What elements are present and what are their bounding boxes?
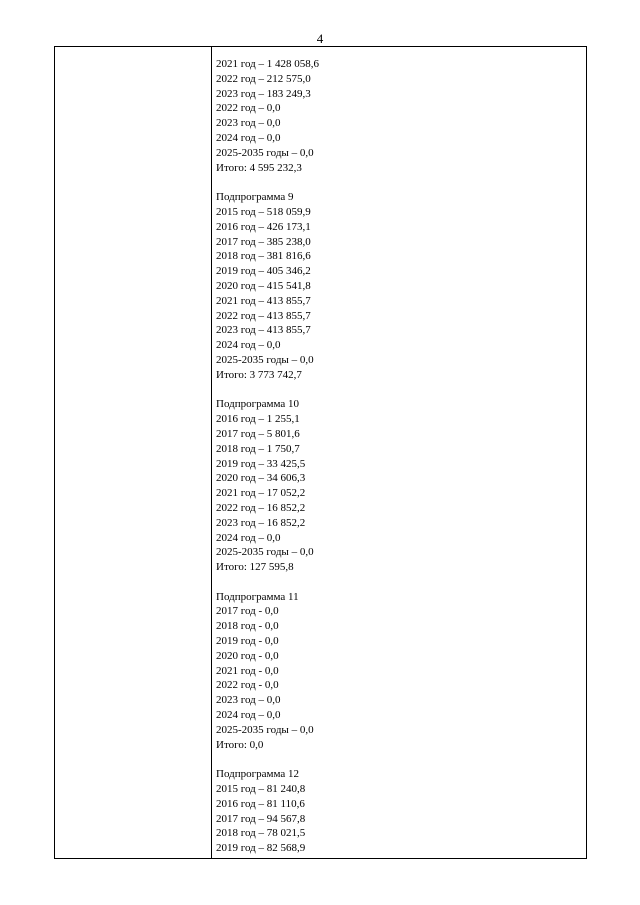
funding-line: 2023 год – 0,0 [216, 117, 281, 130]
funding-line: Итого: 3 773 742,7 [216, 368, 302, 381]
funding-line: 2019 год – 33 425,5 [216, 457, 306, 470]
funding-line: 2018 год – 78 021,5 [216, 827, 306, 840]
funding-line: 2017 год - 0,0 [216, 605, 279, 618]
funding-line: 2023 год – 0,0 [216, 694, 281, 707]
funding-block [216, 575, 576, 753]
funding-line: 2017 год – 5 801,6 [216, 427, 300, 440]
funding-line: 2025-2035 годы – 0,0 [216, 723, 314, 736]
block-spacer [216, 752, 576, 767]
funding-line: 2019 год – 405 346,2 [216, 265, 311, 278]
funding-line: 2016 год – 81 110,6 [216, 797, 305, 810]
funding-line: 2024 год – 0,0 [216, 131, 281, 144]
funding-line: 2018 год – 1 750,7 [216, 442, 300, 455]
funding-line: 2022 год – 212 575,0 [216, 72, 311, 85]
funding-block [216, 383, 576, 575]
funding-line: 2022 год – 0,0 [216, 102, 281, 115]
funding-cell [216, 57, 576, 856]
funding-line: Итого: 4 595 232,3 [216, 161, 302, 174]
funding-line: 2020 год - 0,0 [216, 649, 279, 662]
funding-line: 2017 год – 385 238,0 [216, 235, 311, 248]
funding-line: 2024 год – 0,0 [216, 709, 281, 722]
funding-line: 2025-2035 годы – 0,0 [216, 546, 314, 559]
block-spacer [216, 383, 576, 398]
funding-line: 2021 год – 413 855,7 [216, 294, 311, 307]
funding-table [54, 46, 587, 859]
funding-line: 2024 год – 0,0 [216, 531, 281, 544]
funding-line: 2023 год – 16 852,2 [216, 516, 306, 529]
subprogram-heading: Подпрограмма 12 [216, 768, 299, 781]
funding-block [216, 175, 576, 382]
subprogram-heading: Подпрограмма 11 [216, 590, 299, 603]
funding-line: 2016 год – 426 173,1 [216, 220, 311, 233]
funding-line: 2017 год – 94 567,8 [216, 812, 306, 825]
funding-line: 2019 год - 0,0 [216, 635, 279, 648]
funding-line: 2018 год - 0,0 [216, 620, 279, 633]
funding-line: 2022 год - 0,0 [216, 679, 279, 692]
subprogram-heading: Подпрограмма 9 [216, 191, 294, 204]
funding-line: 2021 год - 0,0 [216, 664, 279, 677]
funding-line: 2023 год – 413 855,7 [216, 324, 311, 337]
funding-line: 2018 год – 381 816,6 [216, 250, 311, 263]
block-spacer [216, 175, 576, 190]
funding-line: 2020 год – 415 541,8 [216, 279, 311, 292]
funding-line: Итого: 0,0 [216, 738, 264, 751]
funding-line: 2025-2035 годы – 0,0 [216, 353, 314, 366]
funding-line: 2016 год – 1 255,1 [216, 413, 300, 426]
funding-line: 2024 год – 0,0 [216, 339, 281, 352]
block-spacer [216, 575, 576, 590]
funding-line: Итого: 127 595,8 [216, 561, 294, 574]
funding-line: 2015 год – 518 059,9 [216, 205, 311, 218]
funding-line: 2021 год – 1 428 058,6 [216, 58, 320, 70]
funding-block [216, 752, 576, 856]
subprogram-heading: Подпрограмма 10 [216, 398, 299, 411]
funding-line: 2022 год – 413 855,7 [216, 309, 311, 322]
funding-line: 2015 год – 81 240,8 [216, 783, 306, 796]
funding-line: 2025-2035 годы – 0,0 [216, 146, 314, 159]
funding-line: 2021 год – 17 052,2 [216, 487, 306, 500]
funding-line: 2023 год – 183 249,3 [216, 87, 311, 100]
column-divider [211, 47, 212, 858]
funding-line: 2020 год – 34 606,3 [216, 472, 306, 485]
page-number: 4 [316, 31, 324, 46]
funding-block [216, 57, 576, 175]
funding-line: 2019 год – 82 568,9 [216, 842, 306, 855]
funding-line: 2022 год – 16 852,2 [216, 501, 306, 514]
